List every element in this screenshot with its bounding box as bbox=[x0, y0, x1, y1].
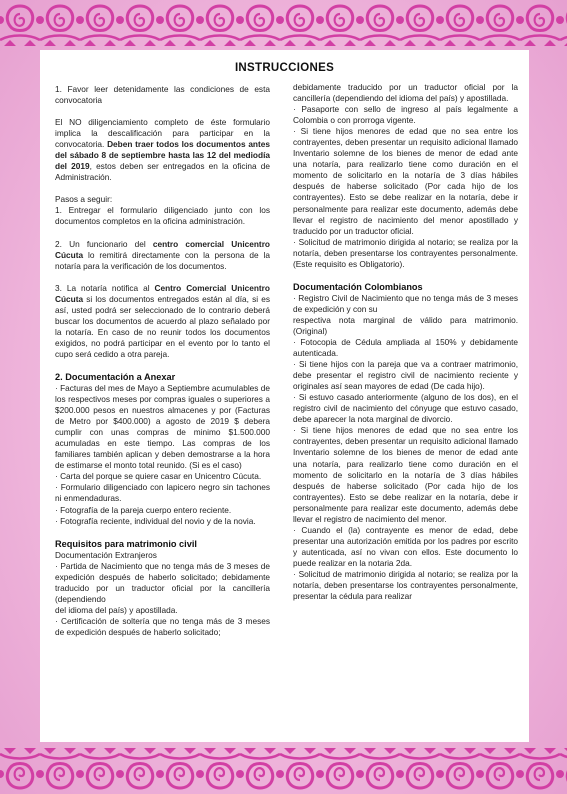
step-1: 1. Entregar el formulario diligenciado junto con los documentos completos en la oficina administración. bbox=[55, 205, 270, 227]
annex-item-letter: · Carta del porque se quiere casar en Unicentro Cúcuta. bbox=[55, 471, 262, 482]
top-ornament-border bbox=[0, 0, 567, 50]
children-inventory-item: · Si tiene hijos menores de edad que no sea entre los contrayentes, deben presentar un requisito adicional llamado Inventario solemne de los bienes de menor de edad ante una notaría, para realizarlo tiene como duración en el momento de solicitarlo en la notaría de 3 días hábiles después de haberse solicitado (Por cada hijo de los contrayentes). Esto se debe realizar en la notaría, debe ir personalmente para realizar este documento, además debe llevar el registro de nacimiento del menor. bbox=[293, 425, 518, 524]
step-2-text-a: 2. Un funcionario del bbox=[55, 238, 153, 249]
foreign-birth-certificate: · Partida de Nacimiento que no tenga más de 3 meses de expedición después de haberlo solicitado; debidamente traducido por un traductor oficial por la cancillería (dependiendo bbox=[55, 560, 270, 604]
foreign-children-inventory: · Si tiene hijos menores de edad que no sea entre los contrayentes, deben presentar un requisito adicional llamado Inventario solemne de los bienes de menor de edad ante una notaría, para realizarlo tiene como duración en el momento de solicitarlo en la notaría de 3 días hábiles después de haberse solicitado (Por cada hijo de los contrayentes). Esto se debe realizar en la notaría, debe ir personalmente para realizar este documento, además debe llevar el registro de nacimiento del menor apostillado y traducido por un traductor oficial. bbox=[293, 126, 518, 236]
step-3-text-c: si los documentos entregados están al día, si es así, usted podrá ser seleccionado de lo contrario deberá buscar los documentos de acuerdo al plazo señalado por la notaría. En caso de no reunir todos los documentos exigidos, no podrá participar en el evento por lo tanto el cupo será cedido a otra pareja. bbox=[55, 293, 270, 359]
intro-paragraph: 1. Favor leer detenidamente las condiciones de esta convocatoria bbox=[55, 84, 270, 106]
previous-marriage-item: · Si estuvo casado anteriormente (alguno de los dos), en el registro civil de nacimiento del cónyuge que estuvo casado, debe aparecer la nota marginal de divorcio. bbox=[293, 392, 518, 425]
annex-item-individual-photo: · Fotografía reciente, individual del novio y de la novia. bbox=[55, 515, 256, 526]
section-2-heading: 2. Documentación a Anexar bbox=[55, 371, 176, 382]
disqualification-paragraph bbox=[55, 117, 270, 183]
birth-registry-a: · Registro Civil de Nacimiento que no tenga más de 3 meses de expedición y con su bbox=[293, 292, 518, 314]
birth-registry-b: respectiva nota marginal de válido para matrimonio. (Original) bbox=[293, 314, 518, 336]
step-3-text-a: 3. La notaría notifica al bbox=[55, 282, 155, 293]
single-status-certificate: · Certificación de soltería que no tenga más de 3 meses de expedición después de haberlo solicitado; bbox=[55, 615, 270, 637]
step-2-text-c: lo remitirá directamente con la persona de la notaría para la verificación de los documentos. bbox=[55, 249, 270, 271]
delivery-text: , estos deben ser entregados en la oficina de Administración. bbox=[55, 161, 270, 183]
id-copy-item: · Fotocopia de Cédula ampliada al 150% y debidamente autenticada. bbox=[293, 336, 518, 359]
foreigners-subheading: Documentación Extranjeros bbox=[55, 549, 157, 560]
page-title: INSTRUCCIONES bbox=[234, 62, 335, 74]
minor-authorization-item: · Cuando el (la) contrayente es menor de edad, debe presentar una autorización emitida por los padres por escrito y autenticada, así no vivan con ellos. Este documento lo puede realizar en la notaria 2da. bbox=[293, 524, 518, 568]
annex-item-couple-photo: · Fotografía de la pareja cuerpo entero reciente. bbox=[55, 504, 232, 515]
bottom-ornament-border bbox=[0, 744, 567, 794]
disqualification-text: El NO diligenciamiento completo de éste formulario implica la descalificación para participar en la convocatoria. bbox=[55, 117, 270, 150]
document-page bbox=[40, 50, 529, 742]
step-2-mall-name: centro comercial Unicentro Cúcuta bbox=[55, 238, 270, 260]
annex-item-invoices: · Facturas del mes de Mayo a Septiembre acumulables de los respectivos meses por compras iguales o superiores a $200.000 pesos en nuestros almacenes y por (Facturas de Metro por $400.000) a agosto de 2019 $ debera cumplir con unas compras de minimo $1.500.000 acumuladas en este tiempo. Las compras de los familiares también aplican y deben demostrarse a la hora de estimarse el monto total reunido. (Si es el caso) bbox=[55, 382, 270, 471]
passport-item: · Pasaporte con sello de ingreso al país legalmente a Colombia o con prorroga vigente. bbox=[293, 104, 518, 126]
foreign-marriage-request: · Solicitud de matrimonio dirigida al notario; se realiza por la notaría, deben presentarse los contrayentes personalmente. (Este requisito es Obligatorio). bbox=[293, 236, 518, 269]
step-3 bbox=[55, 283, 270, 360]
step-2 bbox=[55, 239, 270, 272]
deadline-text: Deben traer todos los documentos antes del sábado 8 de septiembre hasta las 12 del mediodía del 2019 bbox=[55, 139, 270, 172]
step-3-mall-name: Centro Comercial Unicentro Cúcuta bbox=[55, 282, 270, 304]
shared-children-item: · Si tiene hijos con la pareja que va a contraer matrimonio, debe presentar el registro civil de nacimiento reciente y originales así sean mayores de edad (De cada hijo). bbox=[293, 359, 518, 392]
annex-item-form: · Formulario diligenciado con lapicero negro sin tachones ni enmendaduras. bbox=[55, 482, 270, 504]
single-status-cont: debidamente traducido por un traductor oficial por la cancillería (dependiendo del idioma del país) y apostillada. bbox=[293, 82, 518, 104]
colombians-heading: Documentación Colombianos bbox=[293, 281, 423, 292]
marriage-request-item: · Solicitud de matrimonio dirigida al notario; se realiza por la notaría, deben presentarse los contrayentes personalmente, presentar la cédula para realizar bbox=[293, 568, 518, 602]
steps-label: Pasos a seguir: bbox=[55, 194, 113, 205]
civil-requirements-heading: Requisitos para matrimonio civil bbox=[55, 538, 197, 549]
foreign-birth-certificate-cont: del idioma del país) y apostillada. bbox=[55, 604, 178, 615]
right-column bbox=[293, 82, 518, 602]
left-column bbox=[55, 84, 270, 638]
